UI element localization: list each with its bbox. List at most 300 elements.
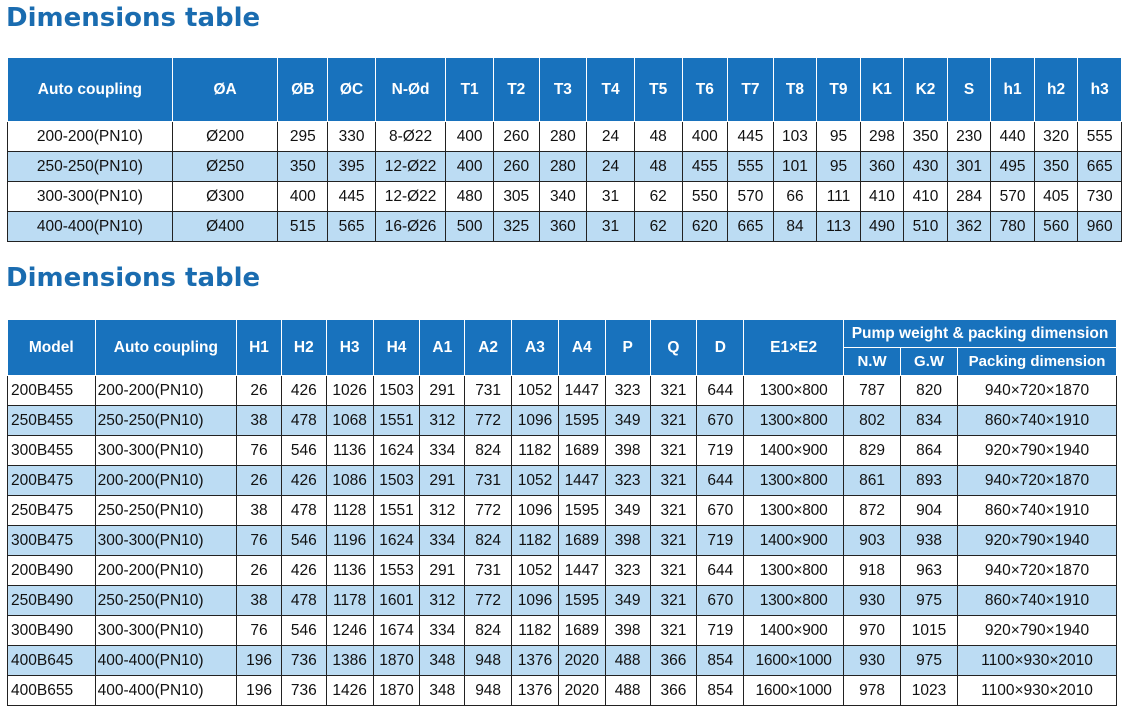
table-cell: 1551 xyxy=(373,406,420,436)
table-cell: 1052 xyxy=(512,556,559,586)
column-header: Model xyxy=(8,320,96,376)
table-cell: 2020 xyxy=(558,676,605,706)
table-cell: 920×790×1940 xyxy=(958,436,1117,466)
table-cell: 644 xyxy=(697,376,744,406)
table-cell: 960 xyxy=(1078,212,1122,242)
table-cell: 1096 xyxy=(512,586,559,616)
table-cell: 26 xyxy=(237,376,282,406)
table-cell: 1595 xyxy=(558,586,605,616)
table-cell: 2020 xyxy=(558,646,605,676)
table-cell: 360 xyxy=(860,152,904,182)
table-cell: 366 xyxy=(650,646,697,676)
column-header: ØC xyxy=(328,58,376,122)
table-cell: 300-300(PN10) xyxy=(8,182,173,212)
table-cell: 334 xyxy=(420,616,465,646)
table-cell: 854 xyxy=(697,676,744,706)
table-cell: 48 xyxy=(634,122,682,152)
table-cell: 334 xyxy=(420,526,465,556)
table-cell: 1182 xyxy=(512,616,559,646)
column-header: Auto coupling xyxy=(8,58,173,122)
table-cell: 321 xyxy=(650,556,697,586)
table-cell: 1096 xyxy=(512,496,559,526)
table-row xyxy=(8,466,1117,496)
table-cell: 76 xyxy=(237,526,282,556)
table-cell: 824 xyxy=(465,616,512,646)
table-cell: 1096 xyxy=(512,406,559,436)
table-cell: 321 xyxy=(650,406,697,436)
table-cell: 1023 xyxy=(901,676,958,706)
table-cell: 321 xyxy=(650,616,697,646)
table-cell: 1386 xyxy=(326,646,373,676)
table-cell: 398 xyxy=(605,616,650,646)
column-header: h3 xyxy=(1078,58,1122,122)
table-cell: 260 xyxy=(493,152,539,182)
table-cell: 488 xyxy=(605,646,650,676)
table-cell: 478 xyxy=(281,586,326,616)
table-cell: 1068 xyxy=(326,406,373,436)
table-cell: 250-250(PN10) xyxy=(8,152,173,182)
table-cell: 975 xyxy=(901,646,958,676)
table-cell: 1246 xyxy=(326,616,373,646)
column-header: S xyxy=(947,58,991,122)
table-cell: 66 xyxy=(773,182,817,212)
table-cell: 730 xyxy=(1078,182,1122,212)
dimensions-table-coupling xyxy=(7,57,1122,242)
table-cell: 400-400(PN10) xyxy=(95,646,237,676)
table-cell: 918 xyxy=(844,556,901,586)
table-cell: 200-200(PN10) xyxy=(8,122,173,152)
table-cell: 920×790×1940 xyxy=(958,616,1117,646)
table-cell: 312 xyxy=(420,406,465,436)
table-cell: 670 xyxy=(697,586,744,616)
column-header: A3 xyxy=(512,320,559,376)
table-cell: 736 xyxy=(281,676,326,706)
column-header: Auto coupling xyxy=(95,320,237,376)
table-cell: 440 xyxy=(991,122,1035,152)
table-row xyxy=(8,152,1122,182)
table-cell: 1595 xyxy=(558,406,605,436)
column-header: T3 xyxy=(539,58,587,122)
table-cell: 1553 xyxy=(373,556,420,586)
table-cell: 1376 xyxy=(512,676,559,706)
table-cell: 978 xyxy=(844,676,901,706)
table-cell: 284 xyxy=(947,182,991,212)
table-cell: 300B490 xyxy=(8,616,96,646)
table-cell: 940×720×1870 xyxy=(958,376,1117,406)
table-row xyxy=(8,496,1117,526)
table-row xyxy=(8,182,1122,212)
table-cell: 1400×900 xyxy=(744,526,844,556)
table-cell: 398 xyxy=(605,526,650,556)
table-cell: 26 xyxy=(237,556,282,586)
table-cell: 1600×1000 xyxy=(744,676,844,706)
table-cell: 84 xyxy=(773,212,817,242)
table-cell: 1026 xyxy=(326,376,373,406)
table-cell: 570 xyxy=(728,182,774,212)
dimensions-table-models xyxy=(7,319,1117,706)
column-subheader: G.W xyxy=(901,348,958,376)
table-cell: 62 xyxy=(634,182,682,212)
table-cell: 295 xyxy=(278,122,328,152)
table-cell: 620 xyxy=(682,212,728,242)
column-header: H1 xyxy=(237,320,282,376)
table-cell: 1300×800 xyxy=(744,586,844,616)
table-cell: 330 xyxy=(328,122,376,152)
table-cell: 76 xyxy=(237,436,282,466)
column-group-header: Pump weight & packing dimension xyxy=(844,320,1117,348)
table-cell: 824 xyxy=(465,526,512,556)
table-cell: 1689 xyxy=(558,616,605,646)
table-cell: 565 xyxy=(328,212,376,242)
table-cell: 1136 xyxy=(326,556,373,586)
table-cell: 802 xyxy=(844,406,901,436)
column-header: T4 xyxy=(587,58,635,122)
table-cell: 480 xyxy=(446,182,494,212)
table-cell: 1447 xyxy=(558,556,605,586)
table-cell: 834 xyxy=(901,406,958,436)
table-cell: 510 xyxy=(904,212,948,242)
table-cell: 62 xyxy=(634,212,682,242)
table-cell: 426 xyxy=(281,376,326,406)
table-cell: 321 xyxy=(650,466,697,496)
table-cell: 731 xyxy=(465,466,512,496)
table-cell: 323 xyxy=(605,466,650,496)
column-header: ØA xyxy=(172,58,278,122)
table-cell: 1086 xyxy=(326,466,373,496)
table-cell: 570 xyxy=(991,182,1035,212)
table-cell: 1503 xyxy=(373,466,420,496)
table-row xyxy=(8,556,1117,586)
table-header-row xyxy=(8,320,1117,348)
table-cell: 940×720×1870 xyxy=(958,556,1117,586)
table-cell: 24 xyxy=(587,152,635,182)
table-cell: 321 xyxy=(650,376,697,406)
table-cell: 1689 xyxy=(558,526,605,556)
table-cell: 16-Ø26 xyxy=(375,212,445,242)
table-cell: 38 xyxy=(237,496,282,526)
table-cell: 325 xyxy=(493,212,539,242)
table-cell: 1182 xyxy=(512,526,559,556)
table-cell: 903 xyxy=(844,526,901,556)
table-cell: 291 xyxy=(420,376,465,406)
table-cell: 940×720×1870 xyxy=(958,466,1117,496)
table-cell: 348 xyxy=(420,676,465,706)
table-cell: 48 xyxy=(634,152,682,182)
table-cell: 298 xyxy=(860,122,904,152)
table-cell: 495 xyxy=(991,152,1035,182)
table-cell: 200-200(PN10) xyxy=(95,556,237,586)
table-cell: 250B455 xyxy=(8,406,96,436)
table-row xyxy=(8,616,1117,646)
table-cell: 250-250(PN10) xyxy=(95,406,237,436)
column-header: Q xyxy=(650,320,697,376)
table-cell: 1674 xyxy=(373,616,420,646)
table-cell: 260 xyxy=(493,122,539,152)
column-header: H3 xyxy=(326,320,373,376)
table-cell: 24 xyxy=(587,122,635,152)
table-cell: 323 xyxy=(605,376,650,406)
column-header: h2 xyxy=(1034,58,1078,122)
table-header-row xyxy=(8,58,1122,122)
column-header: T7 xyxy=(728,58,774,122)
table-cell: 38 xyxy=(237,406,282,436)
table-cell: 820 xyxy=(901,376,958,406)
table-cell: 1196 xyxy=(326,526,373,556)
column-header: K1 xyxy=(860,58,904,122)
table-cell: 1447 xyxy=(558,466,605,496)
table-cell: 644 xyxy=(697,556,744,586)
table-cell: 31 xyxy=(587,182,635,212)
table-row xyxy=(8,376,1117,406)
table-cell: 938 xyxy=(901,526,958,556)
column-header: T9 xyxy=(817,58,861,122)
column-header: P xyxy=(605,320,650,376)
table-cell: 550 xyxy=(682,182,728,212)
table-cell: 430 xyxy=(904,152,948,182)
table-cell: 1503 xyxy=(373,376,420,406)
table-cell: 426 xyxy=(281,556,326,586)
table-cell: 970 xyxy=(844,616,901,646)
table-cell: 398 xyxy=(605,436,650,466)
table-cell: 665 xyxy=(1078,152,1122,182)
table-cell: 300-300(PN10) xyxy=(95,616,237,646)
table-cell: 321 xyxy=(650,496,697,526)
table-cell: 1300×800 xyxy=(744,496,844,526)
column-header: N-Ød xyxy=(375,58,445,122)
table-cell: 196 xyxy=(237,676,282,706)
table-row xyxy=(8,646,1117,676)
table-cell: 1100×930×2010 xyxy=(958,646,1117,676)
table-cell: 478 xyxy=(281,406,326,436)
table-cell: 26 xyxy=(237,466,282,496)
table-cell: 478 xyxy=(281,496,326,526)
table-cell: 312 xyxy=(420,496,465,526)
table-cell: 861 xyxy=(844,466,901,496)
column-header: A4 xyxy=(558,320,605,376)
table-cell: 350 xyxy=(278,152,328,182)
table-cell: 200B490 xyxy=(8,556,96,586)
table-cell: 321 xyxy=(650,526,697,556)
table-cell: 893 xyxy=(901,466,958,496)
table-cell: 291 xyxy=(420,556,465,586)
table-cell: 410 xyxy=(860,182,904,212)
table-cell: 872 xyxy=(844,496,901,526)
table-cell: 772 xyxy=(465,406,512,436)
table-cell: 670 xyxy=(697,406,744,436)
table-cell: 113 xyxy=(817,212,861,242)
table-cell: 200-200(PN10) xyxy=(95,376,237,406)
table-cell: 38 xyxy=(237,586,282,616)
table-cell: 1182 xyxy=(512,436,559,466)
table-cell: 975 xyxy=(901,586,958,616)
table-cell: 349 xyxy=(605,496,650,526)
table-cell: 1300×800 xyxy=(744,466,844,496)
column-header: A1 xyxy=(420,320,465,376)
column-header: T8 xyxy=(773,58,817,122)
section1-title: Dimensions table xyxy=(6,3,261,33)
table-cell: 1128 xyxy=(326,496,373,526)
table-cell: 1624 xyxy=(373,526,420,556)
column-header: T1 xyxy=(446,58,494,122)
table-cell: 305 xyxy=(493,182,539,212)
table-cell: 250B475 xyxy=(8,496,96,526)
table-row xyxy=(8,122,1122,152)
table-cell: 400 xyxy=(278,182,328,212)
table-cell: 719 xyxy=(697,526,744,556)
table-cell: 103 xyxy=(773,122,817,152)
table-cell: 300-300(PN10) xyxy=(95,526,237,556)
table-cell: 670 xyxy=(697,496,744,526)
table-cell: Ø200 xyxy=(172,122,278,152)
table-cell: 963 xyxy=(901,556,958,586)
table-cell: 1870 xyxy=(373,676,420,706)
table-cell: 500 xyxy=(446,212,494,242)
table-cell: 1870 xyxy=(373,646,420,676)
table-cell: Ø400 xyxy=(172,212,278,242)
table-cell: 323 xyxy=(605,556,650,586)
table-cell: 340 xyxy=(539,182,587,212)
column-header: h1 xyxy=(991,58,1035,122)
table-cell: 948 xyxy=(465,646,512,676)
table-cell: 860×740×1910 xyxy=(958,586,1117,616)
table-cell: 736 xyxy=(281,646,326,676)
table-cell: 546 xyxy=(281,436,326,466)
table-cell: 230 xyxy=(947,122,991,152)
table-cell: 860×740×1910 xyxy=(958,406,1117,436)
column-subheader: Packing dimension xyxy=(958,348,1117,376)
table-cell: 490 xyxy=(860,212,904,242)
column-header: H2 xyxy=(281,320,326,376)
table-cell: 829 xyxy=(844,436,901,466)
table-cell: 555 xyxy=(728,152,774,182)
table-cell: 772 xyxy=(465,586,512,616)
table-cell: 301 xyxy=(947,152,991,182)
table-cell: 320 xyxy=(1034,122,1078,152)
table-cell: 400 xyxy=(446,122,494,152)
table-cell: 1178 xyxy=(326,586,373,616)
table-cell: 95 xyxy=(817,152,861,182)
table-cell: 824 xyxy=(465,436,512,466)
table-cell: 930 xyxy=(844,646,901,676)
table-cell: 920×790×1940 xyxy=(958,526,1117,556)
column-header: T2 xyxy=(493,58,539,122)
table-cell: 362 xyxy=(947,212,991,242)
table-cell: 300B475 xyxy=(8,526,96,556)
table-cell: 400-400(PN10) xyxy=(8,212,173,242)
table-cell: 31 xyxy=(587,212,635,242)
table-cell: 348 xyxy=(420,646,465,676)
column-header: ØB xyxy=(278,58,328,122)
table-cell: 1015 xyxy=(901,616,958,646)
table-cell: 1300×800 xyxy=(744,556,844,586)
table-cell: 400B645 xyxy=(8,646,96,676)
table-cell: Ø300 xyxy=(172,182,278,212)
table-cell: 400B655 xyxy=(8,676,96,706)
table-cell: 1400×900 xyxy=(744,616,844,646)
table-cell: 300B455 xyxy=(8,436,96,466)
table-cell: 250B490 xyxy=(8,586,96,616)
table-cell: 864 xyxy=(901,436,958,466)
table-cell: 854 xyxy=(697,646,744,676)
table-cell: 95 xyxy=(817,122,861,152)
table-row xyxy=(8,406,1117,436)
table-cell: 410 xyxy=(904,182,948,212)
table-cell: 930 xyxy=(844,586,901,616)
column-header: D xyxy=(697,320,744,376)
table-cell: 250-250(PN10) xyxy=(95,496,237,526)
table-cell: 719 xyxy=(697,616,744,646)
table-cell: 405 xyxy=(1034,182,1078,212)
table-cell: 1551 xyxy=(373,496,420,526)
table-cell: 1426 xyxy=(326,676,373,706)
table-cell: 904 xyxy=(901,496,958,526)
table-cell: 291 xyxy=(420,466,465,496)
table-cell: 196 xyxy=(237,646,282,676)
column-subheader: N.W xyxy=(844,348,901,376)
table-cell: 321 xyxy=(650,586,697,616)
table-cell: 555 xyxy=(1078,122,1122,152)
table-cell: 280 xyxy=(539,152,587,182)
table-cell: 860×740×1910 xyxy=(958,496,1117,526)
table-cell: 1601 xyxy=(373,586,420,616)
table-cell: 1595 xyxy=(558,496,605,526)
table-cell: 455 xyxy=(682,152,728,182)
table-cell: Ø250 xyxy=(172,152,278,182)
table-cell: 350 xyxy=(1034,152,1078,182)
table-cell: 1689 xyxy=(558,436,605,466)
table-cell: 445 xyxy=(328,182,376,212)
table-cell: 76 xyxy=(237,616,282,646)
table-cell: 312 xyxy=(420,586,465,616)
table-cell: 200-200(PN10) xyxy=(95,466,237,496)
table-row xyxy=(8,212,1122,242)
table-cell: 1136 xyxy=(326,436,373,466)
table-cell: 300-300(PN10) xyxy=(95,436,237,466)
table-cell: 1624 xyxy=(373,436,420,466)
table-cell: 948 xyxy=(465,676,512,706)
table-cell: 1300×800 xyxy=(744,376,844,406)
table-cell: 488 xyxy=(605,676,650,706)
table-cell: 250-250(PN10) xyxy=(95,586,237,616)
table-cell: 780 xyxy=(991,212,1035,242)
column-header: A2 xyxy=(465,320,512,376)
table-cell: 546 xyxy=(281,616,326,646)
table-cell: 400 xyxy=(682,122,728,152)
table-cell: 395 xyxy=(328,152,376,182)
table-cell: 560 xyxy=(1034,212,1078,242)
table-cell: 787 xyxy=(844,376,901,406)
table-cell: 719 xyxy=(697,436,744,466)
table-row xyxy=(8,526,1117,556)
table-cell: 101 xyxy=(773,152,817,182)
table-cell: 731 xyxy=(465,556,512,586)
table-cell: 8-Ø22 xyxy=(375,122,445,152)
table-cell: 200B455 xyxy=(8,376,96,406)
table-cell: 445 xyxy=(728,122,774,152)
table-cell: 1376 xyxy=(512,646,559,676)
table-cell: 1052 xyxy=(512,376,559,406)
table-cell: 280 xyxy=(539,122,587,152)
column-header: K2 xyxy=(904,58,948,122)
table-row xyxy=(8,586,1117,616)
table-cell: 1600×1000 xyxy=(744,646,844,676)
table-cell: 334 xyxy=(420,436,465,466)
table-cell: 1052 xyxy=(512,466,559,496)
table-cell: 1400×900 xyxy=(744,436,844,466)
table-cell: 400-400(PN10) xyxy=(95,676,237,706)
table-cell: 731 xyxy=(465,376,512,406)
table-cell: 12-Ø22 xyxy=(375,152,445,182)
